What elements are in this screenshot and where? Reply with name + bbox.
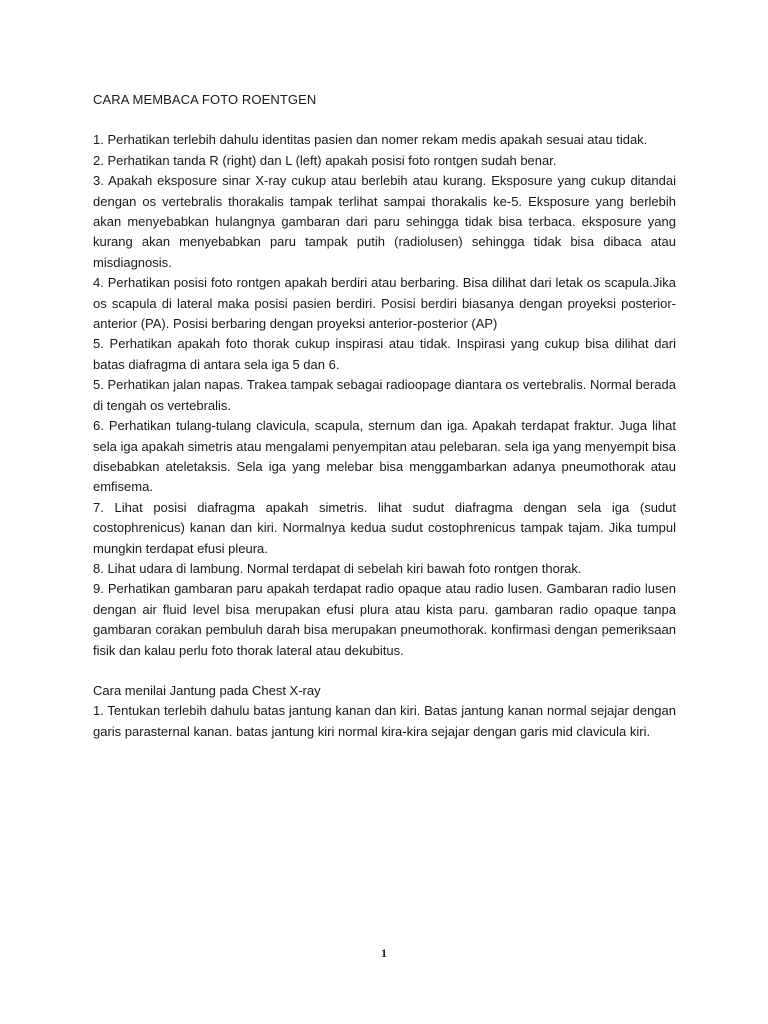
list-item: 1. Perhatikan terlebih dahulu identitas pasien dan nomer rekam medis apakah sesuai atau tidak. bbox=[93, 132, 648, 148]
page-number: 1 bbox=[381, 946, 387, 960]
list-item: 1. Tentukan terlebih dahulu batas jantung kanan dan kiri. Batas jantung kanan normal sejajar dengan garis parasternal kanan. batas jantung kiri normal kira-kira sejajar dengan garis mid clavicula kiri. bbox=[93, 703, 676, 739]
list-item: 5. Perhatikan jalan napas. Trakea tampak sebagai radioopage diantara os vertebralis. Normal berada di tengah os vertebralis. bbox=[93, 377, 676, 413]
section-list bbox=[93, 701, 676, 742]
list-item: 9. Perhatikan gambaran paru apakah terdapat radio opaque atau radio lusen. Gambaran radio lusen dengan air fluid level bisa merupakan efusi plura atau kista paru. gambaran radio opaque tanpa gambaran corakan pembuluh darah bisa merupakan pneumothorak. konfirmasi dengan pemeriksaan fisik dan kalau perlu foto thorak lateral atau dekubitus. bbox=[93, 581, 676, 658]
list-item: 8. Lihat udara di lambung. Normal terdapat di sebelah kiri bawah foto rontgen thorak. bbox=[93, 560, 582, 576]
document-title: CARA MEMBACA FOTO ROENTGEN bbox=[93, 92, 317, 107]
list-item: 7. Lihat posisi diafragma apakah simetris. lihat sudut diafragma dengan sela iga (sudut costophrenicus) kanan dan kiri. Normalnya kedua sudut costophrenicus tampak tajam. Jika tumpul mungkin terdapat efusi pleura. bbox=[93, 499, 676, 556]
list-item: 5. Perhatikan apakah foto thorak cukup inspirasi atau tidak. Inspirasi yang cukup bisa dilihat dari batas diafragma di antara sela iga 5 dan 6. bbox=[93, 336, 676, 372]
numbered-list bbox=[93, 130, 676, 661]
section-heading: Cara menilai Jantung pada Chest X-ray bbox=[93, 682, 321, 698]
document-body bbox=[93, 90, 676, 742]
list-item: 4. Perhatikan posisi foto rontgen apakah berdiri atau berbaring. Bisa dilihat dari letak os scapula.Jika os scapula di lateral maka posisi pasien berdiri. Posisi berdiri biasanya dengan proyeksi posterior-anterior (PA). Posisi berbaring dengan proyeksi anterior-posterior (AP) bbox=[93, 275, 676, 332]
list-item: 3. Apakah eksposure sinar X-ray cukup atau berlebih atau kurang. Eksposure yang cukup ditandai dengan os vertebralis thorakalis tampak terlihat sampai thorakalis ke-5. Eksposure yang berlebih akan menyebabkan hulangnya gambaran dari paru sehingga tidak bisa terbaca. eksposure yang kurang akan menyebabkan paru tampak putih (radiolusen) sehingga tidak bisa dibaca atau misdiagnosis. bbox=[93, 173, 676, 270]
list-item: 6. Perhatikan tulang-tulang clavicula, scapula, sternum dan iga. Apakah terdapat fraktur. Juga lihat sela iga apakah simetris atau mengalami penyempitan atau pelebaran. sela iga yang menyempit bisa disebabkan ateletaksis. Sela iga yang melebar bisa menggambarkan adanya pneumothorak atau emfisema. bbox=[93, 418, 676, 495]
list-item: 2. Perhatikan tanda R (right) dan L (left) apakah posisi foto rontgen sudah benar. bbox=[93, 152, 557, 168]
